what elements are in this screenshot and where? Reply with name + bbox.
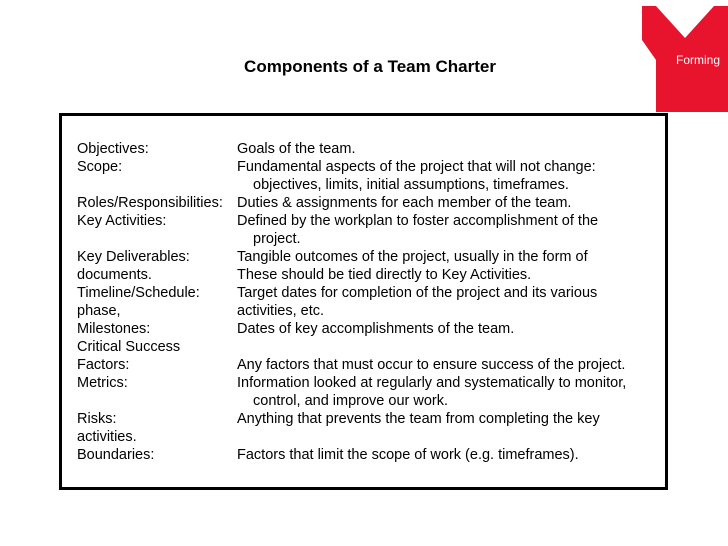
- component-label: Boundaries:: [77, 447, 155, 463]
- table-row: [77, 374, 662, 392]
- charter-components-table: [77, 140, 662, 464]
- table-row: [77, 140, 662, 158]
- table-row: [77, 338, 662, 356]
- component-label: Critical Success: [77, 339, 181, 355]
- component-description: control, and improve our work.: [253, 393, 449, 409]
- table-row: [77, 446, 662, 464]
- component-description: objectives, limits, initial assumptions, timeframes.: [253, 177, 569, 193]
- component-description: Information looked at regularly and systematically to monitor,: [237, 375, 627, 391]
- component-label: [77, 230, 237, 248]
- table-row: [77, 248, 662, 266]
- table-row: [77, 356, 662, 374]
- component-label: Key Activities:: [77, 213, 167, 229]
- table-row: [77, 284, 662, 302]
- component-description: Defined by the workplan to foster accomplishment of the: [237, 213, 599, 229]
- table-row: [77, 392, 662, 410]
- corner-tab-label: Forming: [675, 53, 720, 67]
- component-label: [77, 176, 237, 194]
- component-description: These should be tied directly to Key Activities.: [237, 267, 532, 283]
- component-label: Metrics:: [77, 375, 128, 391]
- table-row: [77, 410, 662, 428]
- table-row: [77, 302, 662, 320]
- component-label: documents.: [77, 267, 152, 283]
- component-description: project.: [253, 231, 301, 247]
- component-label: Key Deliverables:: [77, 249, 190, 265]
- component-description: Target dates for completion of the project and its various: [237, 285, 598, 301]
- component-description: [237, 338, 662, 356]
- table-row: [77, 158, 662, 176]
- component-label: activities.: [77, 429, 137, 445]
- component-description: Tangible outcomes of the project, usually in the form of: [237, 249, 588, 265]
- charter-components-box: [59, 113, 668, 490]
- component-description: Anything that prevents the team from completing the key: [237, 411, 600, 427]
- component-label: Roles/Responsibilities:: [77, 195, 223, 211]
- table-row: [77, 428, 662, 446]
- component-description: [237, 428, 662, 446]
- forming-corner-tab: [642, 0, 728, 112]
- component-description: Fundamental aspects of the project that will not change:: [237, 159, 596, 175]
- component-label: Milestones:: [77, 321, 151, 337]
- table-row: [77, 230, 662, 248]
- component-label: Factors:: [77, 357, 130, 373]
- component-label: [77, 392, 237, 410]
- component-description: activities, etc.: [237, 303, 325, 319]
- page-title: Components of a Team Charter: [244, 57, 496, 76]
- table-row: [77, 212, 662, 230]
- component-description: Duties & assignments for each member of the team.: [237, 195, 572, 211]
- table-row: [77, 194, 662, 212]
- component-description: Dates of key accomplishments of the team.: [237, 321, 515, 337]
- component-description: Goals of the team.: [237, 141, 356, 157]
- table-row: [77, 320, 662, 338]
- component-description: Any factors that must occur to ensure success of the project.: [237, 357, 626, 373]
- table-row: [77, 176, 662, 194]
- component-label: phase,: [77, 303, 121, 319]
- component-description: Factors that limit the scope of work (e.g. timeframes).: [237, 447, 579, 463]
- component-label: Scope:: [77, 159, 123, 175]
- component-label: Objectives:: [77, 141, 149, 157]
- component-label: Timeline/Schedule:: [77, 285, 200, 301]
- table-row: [77, 266, 662, 284]
- component-label: Risks:: [77, 411, 117, 427]
